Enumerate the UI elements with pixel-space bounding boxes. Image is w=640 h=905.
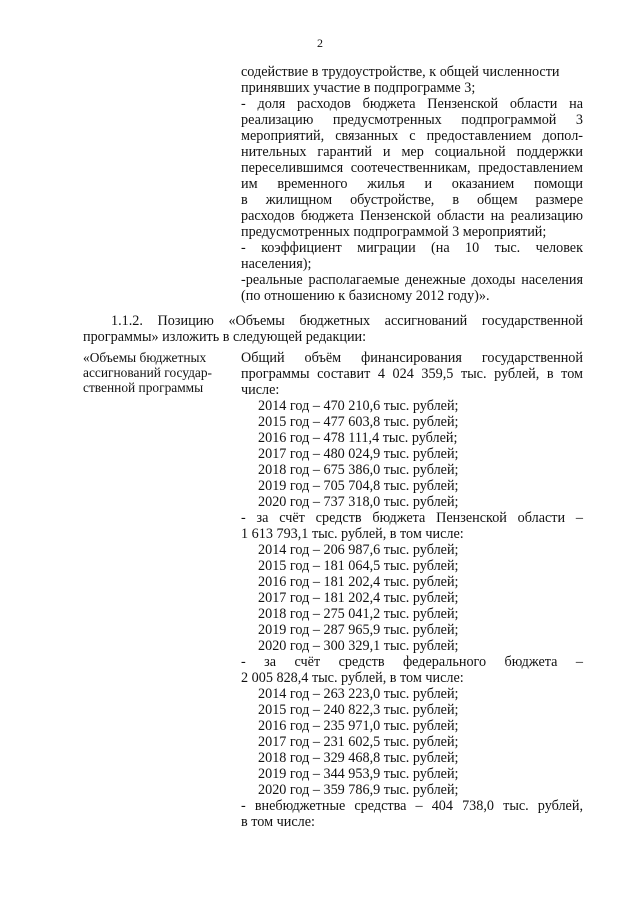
year-amount: 2017 год – 181 202,4 тыс. рублей; [258,590,459,606]
text-line: нительных гарантий и мер социальной поддержки [241,144,583,160]
text-line: в жилищном обустройстве, в общем размере [241,192,583,208]
text-line: им временного жилья и оказанием помощи [241,176,583,192]
year-amount: 2016 год – 181 202,4 тыс. рублей; [258,574,459,590]
year-amount: 2015 год – 181 064,5 тыс. рублей; [258,558,459,574]
text-line: расходов бюджета Пензенской области на реализацию [241,208,583,224]
year-amount: 2014 год – 263 223,0 тыс. рублей; [258,686,459,702]
page-number: 2 [317,36,323,50]
text-line: программы составит 4 024 359,5 тыс. рублей, в том [241,366,583,382]
text-line: - за счёт средств бюджета Пензенской области – [241,510,583,526]
text-line: «Объемы бюджетных [83,350,207,365]
text-line: Общий объём финансирования государственной [241,350,583,366]
budget-label [83,350,233,395]
text-line: переселившимся соотечественникам, предоставлением [241,160,583,176]
year-amount: 2014 год – 470 210,6 тыс. рублей; [258,398,459,414]
year-amount: 2020 год – 300 329,1 тыс. рублей; [258,638,459,654]
year-amount: 2015 год – 477 603,8 тыс. рублей; [258,414,459,430]
text-line: населения); [241,256,312,272]
year-amount: 2016 год – 478 111,4 тыс. рублей; [258,430,458,446]
text-line: 1.1.2. Позицию «Объемы бюджетных ассигнований государственной [111,313,583,329]
text-line: - доля расходов бюджета Пензенской области на [241,96,583,112]
text-line: - коэффициент миграции (на 10 тыс. человек [241,240,583,256]
year-amount: 2019 год – 344 953,9 тыс. рублей; [258,766,459,782]
text-line: 1 613 793,1 тыс. рублей, в том числе: [241,526,464,542]
text-line: - за счёт средств федерального бюджета – [241,654,583,670]
text-line: в том числе: [241,814,315,830]
text-line: реализацию предусмотренных подпрограммой 3 [241,112,583,128]
text-line: ассигнований государ- [83,365,213,380]
year-amount: 2018 год – 275 041,2 тыс. рублей; [258,606,459,622]
amendment-paragraph [83,313,583,345]
text-line: числе: [241,382,280,398]
year-amount: 2016 год – 235 971,0 тыс. рублей; [258,718,459,734]
year-amount: 2014 год – 206 987,6 тыс. рублей; [258,542,459,558]
text-line: - внебюджетные средства – 404 738,0 тыс. рублей, [241,798,583,814]
year-amount: 2018 год – 329 468,8 тыс. рублей; [258,750,459,766]
text-line: принявших участие в подпрограмме 3; [241,80,476,96]
text-line: программы» изложить в следующей редакции: [83,329,367,345]
year-amount: 2020 год – 359 786,9 тыс. рублей; [258,782,459,798]
text-line: -реальные располагаемые денежные доходы населения [241,272,583,288]
text-line: 2 005 828,4 тыс. рублей, в том числе: [241,670,464,686]
year-amount: 2018 год – 675 386,0 тыс. рублей; [258,462,459,478]
text-line: ственной программы [83,380,204,395]
year-amount: 2020 год – 737 318,0 тыс. рублей; [258,494,459,510]
year-amount: 2019 год – 287 965,9 тыс. рублей; [258,622,459,638]
text-line: мероприятий, связанных с предоставлением допол- [241,128,583,144]
financing-details [241,350,583,830]
indicator-list-continuation [241,64,583,304]
year-amount: 2017 год – 480 024,9 тыс. рублей; [258,446,459,462]
year-amount: 2015 год – 240 822,3 тыс. рублей; [258,702,459,718]
text-line: (по отношению к базисному 2012 году)». [241,288,490,304]
year-amount: 2019 год – 705 704,8 тыс. рублей; [258,478,459,494]
text-line: предусмотренных подпрограммой 3 мероприятий; [241,224,547,240]
year-amount: 2017 год – 231 602,5 тыс. рублей; [258,734,459,750]
text-line: содействие в трудоустройстве, к общей численности [241,64,560,80]
